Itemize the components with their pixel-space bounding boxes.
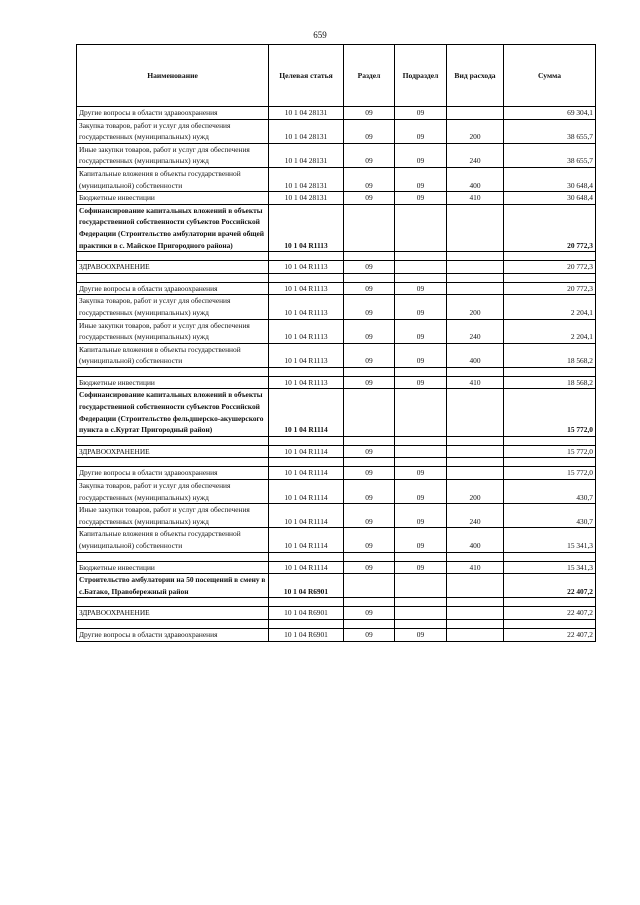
row-subsection-cell: 09 — [395, 628, 447, 641]
row-name-cell: ЗДРАВООХРАНЕНИЕ — [77, 607, 269, 620]
budget-table — [76, 44, 596, 642]
row-amount-cell: 430,7 — [504, 504, 596, 528]
row-section-cell: 09 — [344, 319, 395, 343]
spacer-row — [77, 619, 596, 628]
row-code-cell: 10 1 04 R6901 — [269, 628, 344, 641]
table-row — [77, 561, 596, 574]
row-name-cell: Другие вопросы в области здравоохранения — [77, 107, 269, 120]
row-amount-cell: 22 407,2 — [504, 574, 596, 598]
row-section-cell: 09 — [344, 343, 395, 367]
row-code-cell: 10 1 04 R1114 — [269, 528, 344, 552]
row-amount-cell: 69 304,1 — [504, 107, 596, 120]
row-section-cell — [344, 389, 395, 436]
row-expense-type-cell: 410 — [447, 561, 504, 574]
row-amount-cell: 20 772,3 — [504, 204, 596, 251]
row-code-cell: 10 1 04 28131 — [269, 119, 344, 143]
row-section-cell: 09 — [344, 504, 395, 528]
row-code-cell: 10 1 04 R1113 — [269, 261, 344, 274]
row-code-cell: 10 1 04 R1114 — [269, 561, 344, 574]
row-subsection-cell: 09 — [395, 107, 447, 120]
row-name-cell: ЗДРАВООХРАНЕНИЕ — [77, 445, 269, 458]
row-code-cell: 10 1 04 R6901 — [269, 574, 344, 598]
row-subsection-cell — [395, 204, 447, 251]
table-row — [77, 261, 596, 274]
row-code-cell: 10 1 04 R1113 — [269, 319, 344, 343]
header-expense-type: Вид расхода — [447, 45, 504, 107]
row-name-cell: Закупка товаров, работ и услуг для обеспечения государственных (муниципальных) нужд — [77, 480, 269, 504]
row-name-cell: Софинансирование капитальных вложений в объекты государственной собственности субъектов Российской Федерации (Строительство фельдшерско-акушерского пункта в с.Куртат Пригородный район) — [77, 389, 269, 436]
row-subsection-cell: 09 — [395, 504, 447, 528]
row-amount-cell: 22 407,2 — [504, 628, 596, 641]
row-section-cell: 09 — [344, 261, 395, 274]
table-row — [77, 376, 596, 389]
row-subsection-cell: 09 — [395, 295, 447, 319]
row-expense-type-cell — [447, 467, 504, 480]
row-expense-type-cell: 400 — [447, 528, 504, 552]
spacer-row — [77, 598, 596, 607]
table-row — [77, 204, 596, 251]
row-expense-type-cell — [447, 107, 504, 120]
table-body — [77, 107, 596, 642]
row-amount-cell: 30 648,4 — [504, 192, 596, 205]
row-subsection-cell: 09 — [395, 167, 447, 191]
table-row — [77, 445, 596, 458]
row-section-cell: 09 — [344, 528, 395, 552]
row-amount-cell: 430,7 — [504, 480, 596, 504]
row-section-cell: 09 — [344, 192, 395, 205]
row-subsection-cell: 09 — [395, 192, 447, 205]
table-row — [77, 467, 596, 480]
row-amount-cell: 38 655,7 — [504, 119, 596, 143]
row-section-cell — [344, 204, 395, 251]
spacer-row — [77, 367, 596, 376]
header-name: Наименование — [77, 45, 269, 107]
row-amount-cell: 22 407,2 — [504, 607, 596, 620]
row-expense-type-cell — [447, 204, 504, 251]
row-code-cell: 10 1 04 R1114 — [269, 480, 344, 504]
spacer-row — [77, 252, 596, 261]
row-amount-cell: 15 341,3 — [504, 528, 596, 552]
row-amount-cell: 2 204,1 — [504, 295, 596, 319]
table-row — [77, 192, 596, 205]
spacer-row — [77, 436, 596, 445]
row-code-cell: 10 1 04 R6901 — [269, 607, 344, 620]
row-subsection-cell — [395, 261, 447, 274]
row-amount-cell: 18 568,2 — [504, 343, 596, 367]
row-name-cell: Строительство амбулатории на 50 посещений в смену в с.Батако, Правобережный район — [77, 574, 269, 598]
table-row — [77, 295, 596, 319]
row-subsection-cell: 09 — [395, 376, 447, 389]
row-expense-type-cell: 240 — [447, 143, 504, 167]
row-name-cell: ЗДРАВООХРАНЕНИЕ — [77, 261, 269, 274]
row-section-cell: 09 — [344, 282, 395, 295]
table-row — [77, 607, 596, 620]
table-row — [77, 167, 596, 191]
row-section-cell — [344, 574, 395, 598]
row-expense-type-cell: 240 — [447, 504, 504, 528]
row-name-cell: Иные закупки товаров, работ и услуг для обеспечения государственных (муниципальных) нужд — [77, 319, 269, 343]
row-section-cell: 09 — [344, 167, 395, 191]
row-subsection-cell: 09 — [395, 343, 447, 367]
row-name-cell: Софинансирование капитальных вложений в объекты государственной собственности субъектов Российской Федерации (Строительство амбулатории врачей общей практики в с. Майское Пригородного района) — [77, 204, 269, 251]
row-amount-cell: 38 655,7 — [504, 143, 596, 167]
row-section-cell: 09 — [344, 445, 395, 458]
row-amount-cell: 20 772,3 — [504, 282, 596, 295]
row-name-cell: Закупка товаров, работ и услуг для обеспечения государственных (муниципальных) нужд — [77, 119, 269, 143]
row-expense-type-cell — [447, 389, 504, 436]
row-section-cell: 09 — [344, 607, 395, 620]
row-name-cell: Иные закупки товаров, работ и услуг для обеспечения государственных (муниципальных) нужд — [77, 143, 269, 167]
table-row — [77, 504, 596, 528]
row-name-cell: Закупка товаров, работ и услуг для обеспечения государственных (муниципальных) нужд — [77, 295, 269, 319]
row-name-cell: Бюджетные инвестиции — [77, 561, 269, 574]
row-name-cell: Бюджетные инвестиции — [77, 192, 269, 205]
row-expense-type-cell: 400 — [447, 167, 504, 191]
row-section-cell: 09 — [344, 107, 395, 120]
row-subsection-cell — [395, 574, 447, 598]
row-code-cell: 10 1 04 28131 — [269, 192, 344, 205]
row-subsection-cell: 09 — [395, 480, 447, 504]
row-expense-type-cell: 200 — [447, 119, 504, 143]
row-subsection-cell — [395, 389, 447, 436]
table-row — [77, 319, 596, 343]
row-expense-type-cell: 400 — [447, 343, 504, 367]
table-row — [77, 282, 596, 295]
row-name-cell: Капитальные вложения в объекты государственной (муниципальной) собственности — [77, 528, 269, 552]
row-code-cell: 10 1 04 R1113 — [269, 343, 344, 367]
row-expense-type-cell — [447, 282, 504, 295]
spacer-row — [77, 552, 596, 561]
row-expense-type-cell — [447, 607, 504, 620]
row-expense-type-cell — [447, 628, 504, 641]
row-subsection-cell — [395, 607, 447, 620]
header-section: Раздел — [344, 45, 395, 107]
table-row — [77, 389, 596, 436]
row-name-cell: Бюджетные инвестиции — [77, 376, 269, 389]
spacer-row — [77, 273, 596, 282]
table-row — [77, 143, 596, 167]
row-section-cell: 09 — [344, 467, 395, 480]
row-code-cell: 10 1 04 R1113 — [269, 376, 344, 389]
row-subsection-cell: 09 — [395, 143, 447, 167]
row-code-cell: 10 1 04 R1114 — [269, 504, 344, 528]
row-name-cell: Капитальные вложения в объекты государственной (муниципальной) собственности — [77, 343, 269, 367]
table-row — [77, 480, 596, 504]
row-expense-type-cell — [447, 574, 504, 598]
row-name-cell: Другие вопросы в области здравоохранения — [77, 467, 269, 480]
header-amount: Сумма — [504, 45, 596, 107]
row-subsection-cell: 09 — [395, 119, 447, 143]
row-amount-cell: 15 772,0 — [504, 467, 596, 480]
header-subsection: Подраздел — [395, 45, 447, 107]
table-row — [77, 107, 596, 120]
row-code-cell: 10 1 04 R1114 — [269, 467, 344, 480]
row-expense-type-cell: 200 — [447, 295, 504, 319]
table-header-row — [77, 45, 596, 107]
row-section-cell: 09 — [344, 119, 395, 143]
spacer-row — [77, 458, 596, 467]
row-expense-type-cell: 410 — [447, 376, 504, 389]
row-amount-cell: 15 341,3 — [504, 561, 596, 574]
row-section-cell: 09 — [344, 143, 395, 167]
row-code-cell: 10 1 04 28131 — [269, 143, 344, 167]
row-section-cell: 09 — [344, 376, 395, 389]
row-code-cell: 10 1 04 28131 — [269, 167, 344, 191]
row-code-cell: 10 1 04 R1113 — [269, 282, 344, 295]
row-expense-type-cell: 410 — [447, 192, 504, 205]
row-subsection-cell — [395, 445, 447, 458]
row-code-cell: 10 1 04 R1113 — [269, 204, 344, 251]
row-code-cell: 10 1 04 R1113 — [269, 295, 344, 319]
row-section-cell: 09 — [344, 628, 395, 641]
row-code-cell: 10 1 04 28131 — [269, 107, 344, 120]
table-row — [77, 343, 596, 367]
row-subsection-cell: 09 — [395, 528, 447, 552]
row-amount-cell: 15 772,0 — [504, 389, 596, 436]
row-amount-cell: 15 772,0 — [504, 445, 596, 458]
row-subsection-cell: 09 — [395, 282, 447, 295]
row-name-cell: Капитальные вложения в объекты государственной (муниципальной) собственности — [77, 167, 269, 191]
row-expense-type-cell: 240 — [447, 319, 504, 343]
row-expense-type-cell — [447, 445, 504, 458]
row-code-cell: 10 1 04 R1114 — [269, 389, 344, 436]
row-expense-type-cell — [447, 261, 504, 274]
row-section-cell: 09 — [344, 295, 395, 319]
row-subsection-cell: 09 — [395, 561, 447, 574]
row-name-cell: Иные закупки товаров, работ и услуг для обеспечения государственных (муниципальных) нужд — [77, 504, 269, 528]
row-subsection-cell: 09 — [395, 319, 447, 343]
table-row — [77, 628, 596, 641]
row-amount-cell: 18 568,2 — [504, 376, 596, 389]
table-row — [77, 119, 596, 143]
row-amount-cell: 20 772,3 — [504, 261, 596, 274]
table-row — [77, 528, 596, 552]
header-code: Целевая статья — [269, 45, 344, 107]
row-amount-cell: 30 648,4 — [504, 167, 596, 191]
page-number: 659 — [313, 30, 327, 40]
row-expense-type-cell: 200 — [447, 480, 504, 504]
row-section-cell: 09 — [344, 480, 395, 504]
row-subsection-cell: 09 — [395, 467, 447, 480]
table-row — [77, 574, 596, 598]
row-amount-cell: 2 204,1 — [504, 319, 596, 343]
row-name-cell: Другие вопросы в области здравоохранения — [77, 282, 269, 295]
row-name-cell: Другие вопросы в области здравоохранения — [77, 628, 269, 641]
row-code-cell: 10 1 04 R1114 — [269, 445, 344, 458]
row-section-cell: 09 — [344, 561, 395, 574]
